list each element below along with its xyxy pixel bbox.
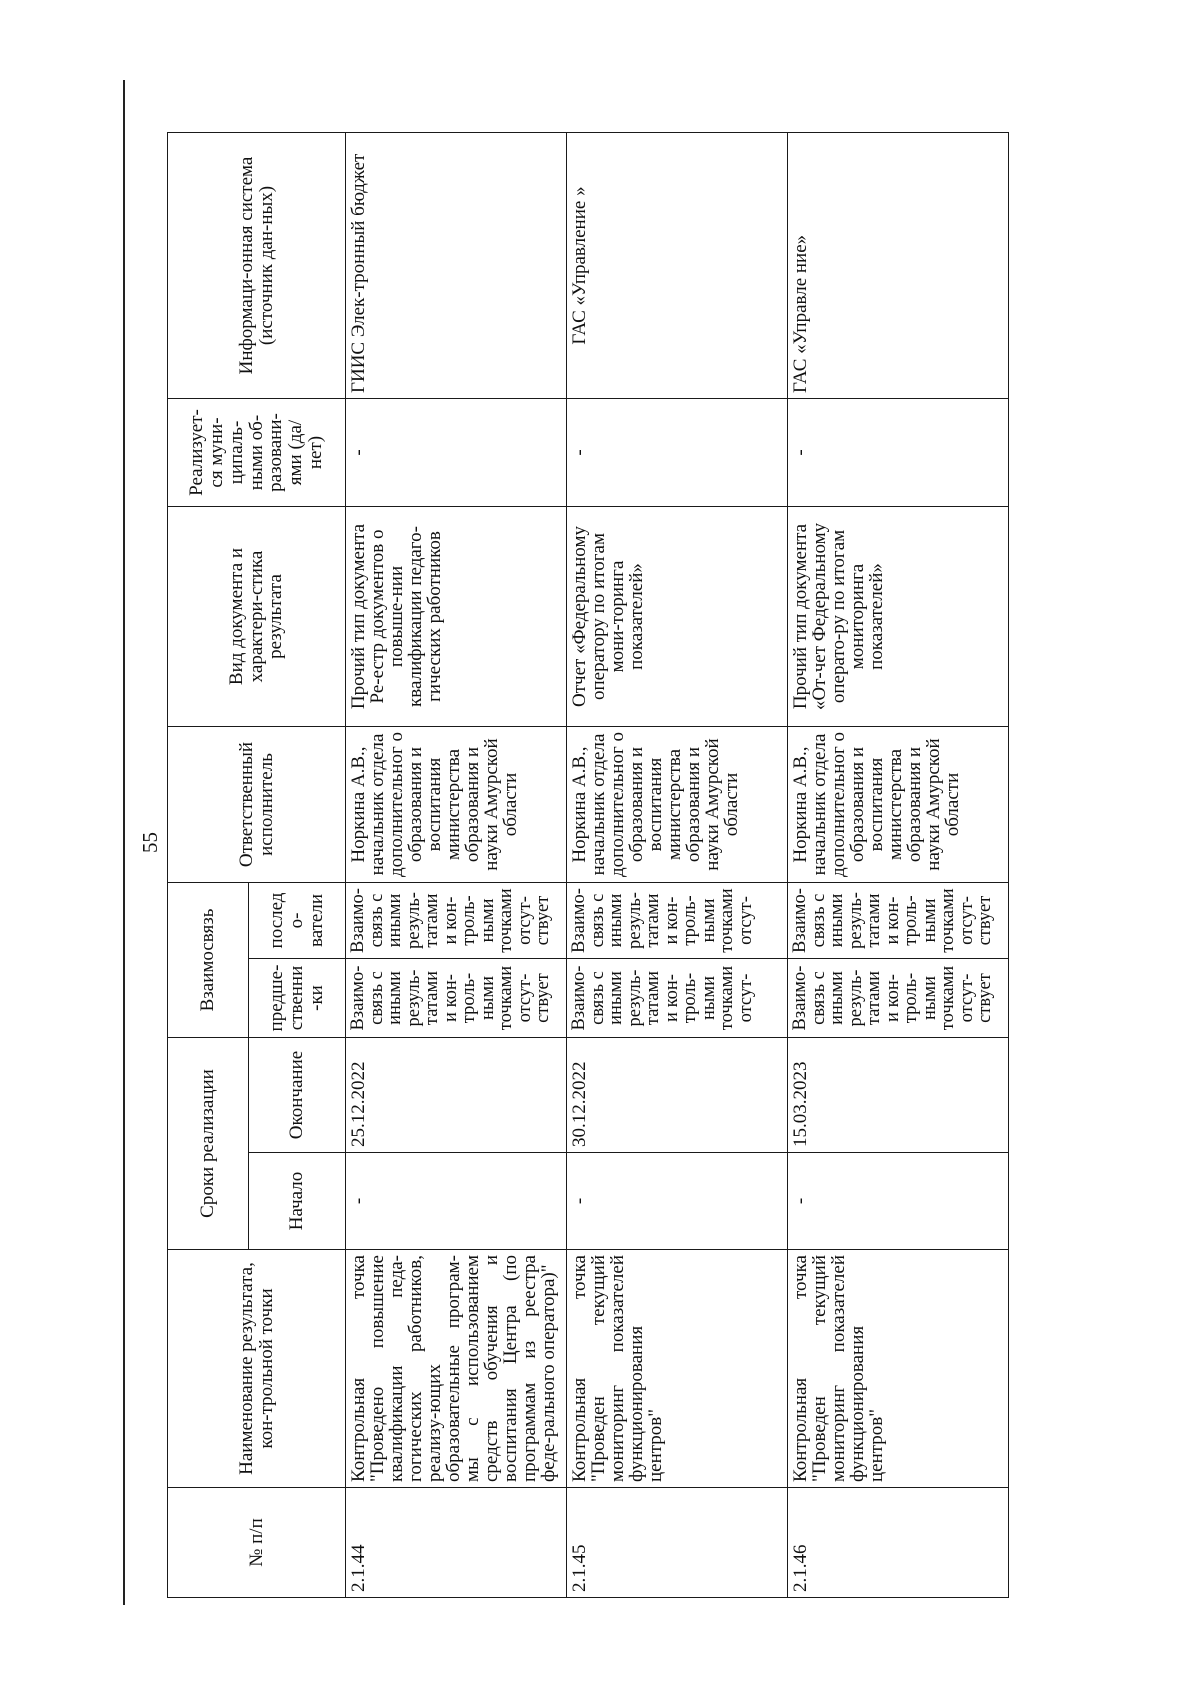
- row-successors: Взаимо-связь с иными резуль-татами и кон-троль-ными точками отсут-: [567, 883, 788, 959]
- row-municipal: -: [567, 399, 788, 507]
- rotated-page: [80, 80, 1126, 1605]
- row-number: 2.1.45: [567, 1488, 788, 1598]
- row-document: Прочий тип документа Ре-естр документов о повыше-нии квалификации педаго-гических работников: [346, 507, 567, 727]
- results-table: [167, 132, 1009, 1598]
- header-responsible: Ответственный исполнитель: [168, 727, 346, 883]
- row-successors: Взаимо-связь с иными резуль-татами и кон-троль-ными точками отсут-ствует: [788, 883, 1009, 959]
- page-content: [80, 80, 1126, 1605]
- row-end: 30.12.2022: [567, 1038, 788, 1153]
- row-system: ГИИС Элек-тронный бюджет: [346, 133, 567, 399]
- header-name: Наименование результата, кон-трольной точки: [168, 1250, 346, 1488]
- row-number: 2.1.44: [346, 1488, 567, 1598]
- table-row: [346, 133, 567, 1598]
- table-row: [567, 133, 788, 1598]
- table-header-row: [168, 133, 249, 1598]
- row-system: ГАС «Управление »: [567, 133, 788, 399]
- page-number: 55: [138, 832, 162, 853]
- header-document: Вид документа и характери-стика результата: [168, 507, 346, 727]
- row-responsible: Норкина А.В., начальник отдела дополнительног о образования и воспитания министерства образования и науки Амурской области: [567, 727, 788, 883]
- header-predecessors: предше-ственни-ки: [249, 959, 346, 1038]
- table-row: [788, 133, 1009, 1598]
- row-start: -: [346, 1153, 567, 1250]
- row-start: -: [567, 1153, 788, 1250]
- header-system: Информаци-онная система (источник дан-ных): [168, 133, 346, 399]
- header-end: Окончание: [249, 1038, 346, 1153]
- row-end: 25.12.2022: [346, 1038, 567, 1153]
- header-successors: последо-ватели: [249, 883, 346, 959]
- row-municipal: -: [788, 399, 1009, 507]
- row-responsible: Норкина А.В., начальник отдела дополнительног о образования и воспитания министерства образования и науки Амурской области: [346, 727, 567, 883]
- row-predecessors: Взаимо-связь с иными резуль-татами и кон-троль-ными точками отсут-: [567, 959, 788, 1038]
- row-name: Контрольная точка "Проведен текущий мониторинг показателей функционирования центров": [788, 1250, 1009, 1488]
- row-number: 2.1.46: [788, 1488, 1009, 1598]
- header-terms: Сроки реализации: [168, 1038, 249, 1250]
- row-start: -: [788, 1153, 1009, 1250]
- row-responsible: Норкина А.В., начальник отдела дополнительног о образования и воспитания министерства образования и науки Амурской области: [788, 727, 1009, 883]
- row-end: 15.03.2023: [788, 1038, 1009, 1153]
- header-municipal: Реализует-ся муни-ципаль-ными об-разовани-ями (да/нет): [168, 399, 346, 507]
- row-name: Контрольная точка "Проведено повышение квалификации педа-гогических работников, реализу-ющих образовательные програм-мы с использованием средств обучения и воспитания Центра (по программам из реестра феде-рального оператора)": [346, 1250, 567, 1488]
- header-relation: Взаимосвязь: [168, 883, 249, 1038]
- row-name: Контрольная точка "Проведен текущий мониторинг показателей функционирования центров": [567, 1250, 788, 1488]
- row-document: Прочий тип документа «От-чет Федеральному операто-ру по итогам мониторинга показателей»: [788, 507, 1009, 727]
- row-predecessors: Взаимо-связь с иными резуль-татами и кон-троль-ными точками отсут-ствует: [346, 959, 567, 1038]
- row-municipal: -: [346, 399, 567, 507]
- header-start: Начало: [249, 1153, 346, 1250]
- row-document: Отчет «Федеральному оператору по итогам мони-торинга показателей»: [567, 507, 788, 727]
- row-system: ГАС «Управле ние»: [788, 133, 1009, 399]
- row-successors: Взаимо-связь с иными резуль-татами и кон-троль-ными точками отсут-ствует: [346, 883, 567, 959]
- row-predecessors: Взаимо-связь с иными резуль-татами и кон-троль-ными точками отсут-ствует: [788, 959, 1009, 1038]
- header-num: № п/п: [168, 1488, 346, 1598]
